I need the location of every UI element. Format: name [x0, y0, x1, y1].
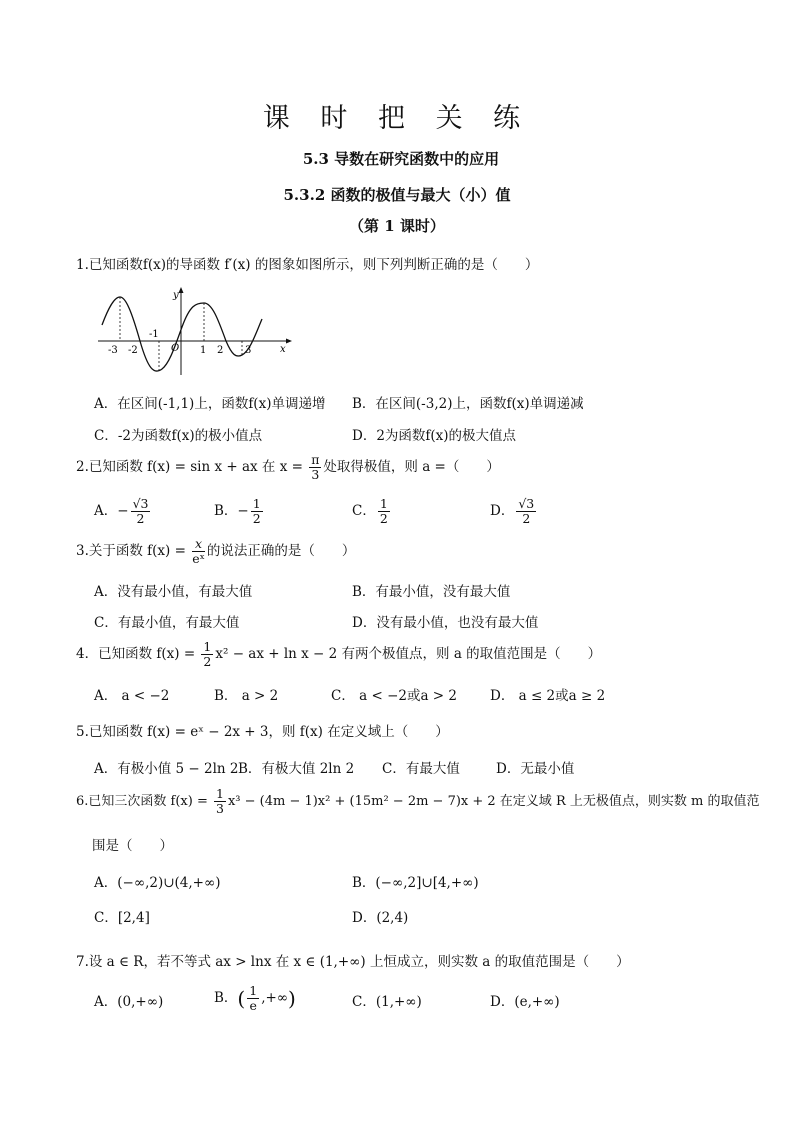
q4-stem-part-b: x² − ax + ln x − 2 有两个极值点，则 a 的取值范围是（ ） — [215, 646, 602, 662]
q7-option-b-close-paren: ) — [288, 986, 296, 1011]
q7-option-b-label: B． — [214, 990, 238, 1006]
curve — [102, 297, 262, 371]
q1-option-d: D．2为函数f(x)的极大值点 — [352, 428, 517, 444]
q7-option-d-label: D． — [490, 994, 515, 1010]
q1-option-a: A．在区间(-1,1)上，函数f(x)单调递增 — [94, 396, 326, 412]
q6-stem-fraction — [214, 787, 226, 816]
q6-option-c: C．[2,4] — [94, 910, 150, 926]
q1-stem: 1.已知函数f(x)的导函数 f′(x) 的图象如图所示，则下列判断正确的是（ ） — [76, 257, 539, 273]
q7-option-a-label: A． — [94, 994, 118, 1010]
q2-option-a-num: √3 — [132, 496, 149, 511]
q6-frac-den: 3 — [215, 801, 224, 816]
q6-stem — [76, 787, 759, 816]
q3-stem-fraction — [192, 537, 205, 566]
q3-stem-part-b: 的说法正确的是（ ） — [206, 543, 356, 559]
q5-option-a: A．有极小值 5 − 2ln 2 — [94, 761, 239, 777]
q7-option-c-text: (1,+∞) — [375, 994, 422, 1010]
q2-option-a-fraction — [131, 497, 151, 526]
page-title: 课 时 把 关 练 — [262, 103, 532, 134]
q2-option-c-num: 1 — [379, 496, 388, 511]
q4-option-d: D． a ≤ 2或a ≥ 2 — [490, 688, 606, 704]
q2-option-c — [352, 497, 392, 526]
q2-stem-fraction — [309, 453, 321, 482]
q4-option-a: A． a < −2 — [94, 688, 170, 704]
q3-stem — [76, 537, 355, 566]
q4-stem-part-a: 4．已知函数 f(x) = — [76, 646, 200, 662]
tick-2: 2 — [217, 345, 224, 356]
subsection-heading: 5.3.2 函数的极值与最大（小）值 — [283, 186, 511, 204]
y-axis-arrow — [179, 287, 184, 293]
q2-option-d-den: 2 — [522, 511, 531, 526]
y-label: y — [173, 290, 179, 301]
q2-option-a — [94, 497, 152, 526]
q4-stem — [76, 640, 601, 669]
q4-frac-den: 2 — [203, 654, 212, 669]
q2-option-d-label: D． — [490, 503, 515, 519]
q6-option-d: D．(2,4) — [352, 910, 409, 926]
q3-frac-num: x — [192, 537, 205, 552]
q2-stem — [76, 453, 500, 482]
q6-stem-part-a: 6.已知三次函数 f(x) = — [76, 794, 212, 809]
q2-option-c-fraction — [378, 497, 390, 526]
q3-option-c: C．有最小值，有最大值 — [94, 615, 240, 631]
q7-option-c — [352, 990, 422, 1010]
q2-option-b-num: 1 — [252, 496, 261, 511]
x-axis-arrow — [286, 339, 292, 344]
q5-option-c: C．有最大值 — [382, 761, 460, 777]
q7-option-a-text: (0,+∞) — [117, 994, 164, 1010]
q2-option-b-sign: − — [237, 503, 249, 519]
q3-option-b: B．有最小值，没有最大值 — [352, 584, 511, 600]
q5-stem: 5.已知函数 f(x) = eˣ − 2x + 3，则 f(x) 在定义域上（ ） — [76, 724, 449, 740]
q2-option-b-fraction — [251, 497, 263, 526]
q1-option-b: B．在区间(-3,2)上，函数f(x)单调递减 — [352, 396, 584, 412]
tick-minus-2: -2 — [128, 345, 138, 356]
origin-label: O — [171, 343, 180, 354]
tick-minus-3: -3 — [108, 345, 118, 356]
q2-option-a-den: 2 — [136, 511, 145, 526]
q2-frac-num: π — [311, 452, 320, 467]
q2-option-d-fraction — [516, 497, 536, 526]
q7-option-d-text: (e,+∞) — [514, 994, 560, 1010]
q7-option-b-den: e — [249, 998, 257, 1013]
q7-option-b-text: ,+∞ — [261, 990, 289, 1006]
q7-option-b-fraction — [247, 984, 259, 1013]
q4-option-b: B． a > 2 — [214, 688, 279, 704]
q2-option-a-sign: − — [117, 503, 129, 519]
q4-stem-fraction — [201, 640, 213, 669]
q2-stem-part-b: 处取得极值，则 a =（ ） — [323, 459, 500, 475]
q2-frac-den: 3 — [311, 467, 320, 482]
section-heading: 5.3 导数在研究函数中的应用 — [302, 150, 500, 168]
q7-stem: 7.设 a ∈ R，若不等式 ax > lnx 在 x ∈ (1,+∞) 上恒成立，则实数 a 的取值范围是（ ） — [76, 954, 630, 970]
q2-stem-part-a: 2.已知函数 f(x) = sin x + ax 在 x = — [76, 459, 308, 475]
q2-option-b-label: B． — [214, 503, 238, 519]
q6-stem-continued: 围是（ ） — [92, 838, 173, 854]
q6-frac-num: 1 — [215, 786, 224, 801]
q3-stem-part-a: 3.关于函数 f(x) = — [76, 543, 191, 559]
tick-minus-1: -1 — [149, 329, 159, 340]
q7-option-c-label: C． — [352, 994, 376, 1010]
q5-option-b: B．有极大值 2ln 2 — [238, 761, 355, 777]
q6-option-a: A．(−∞,2)∪(4,+∞) — [94, 875, 221, 891]
lesson-label: （第 1 课时） — [349, 217, 445, 235]
q3-frac-den: eˣ — [192, 551, 205, 566]
q3-option-a: A．没有最小值，有最大值 — [94, 584, 253, 600]
q7-option-a — [94, 990, 163, 1010]
q7-option-d — [490, 990, 560, 1010]
q2-option-c-label: C． — [352, 503, 376, 519]
q4-frac-num: 1 — [203, 639, 212, 654]
q2-option-a-label: A． — [94, 503, 118, 519]
q7-option-b-num: 1 — [249, 983, 258, 998]
q3-option-d: D．没有最小值，也没有最大值 — [352, 615, 539, 631]
q2-option-d — [490, 497, 538, 526]
tick-3: 3 — [245, 345, 252, 356]
q2-option-d-num: √3 — [518, 496, 535, 511]
q6-stem-part-b: x³ − (4m − 1)x² + (15m² − 2m − 7)x + 2 在定义域 R 上无极值点，则实数 m 的取值范 — [227, 794, 760, 809]
q2-option-c-den: 2 — [379, 511, 388, 526]
q4-option-c: C． a < −2或a > 2 — [331, 688, 457, 704]
tick-1: 1 — [200, 345, 207, 356]
q5-option-d: D．无最小值 — [496, 761, 575, 777]
q1-option-c: C．-2为函数f(x)的极小值点 — [94, 428, 263, 444]
q7-option-b — [214, 984, 296, 1013]
q7-option-b-open-paren: ( — [237, 986, 246, 1011]
q2-option-b — [214, 497, 265, 526]
x-label: x — [280, 344, 286, 355]
derivative-graph — [96, 283, 292, 379]
q2-option-b-den: 2 — [252, 511, 261, 526]
q6-option-b: B．(−∞,2]∪[4,+∞) — [352, 875, 479, 891]
